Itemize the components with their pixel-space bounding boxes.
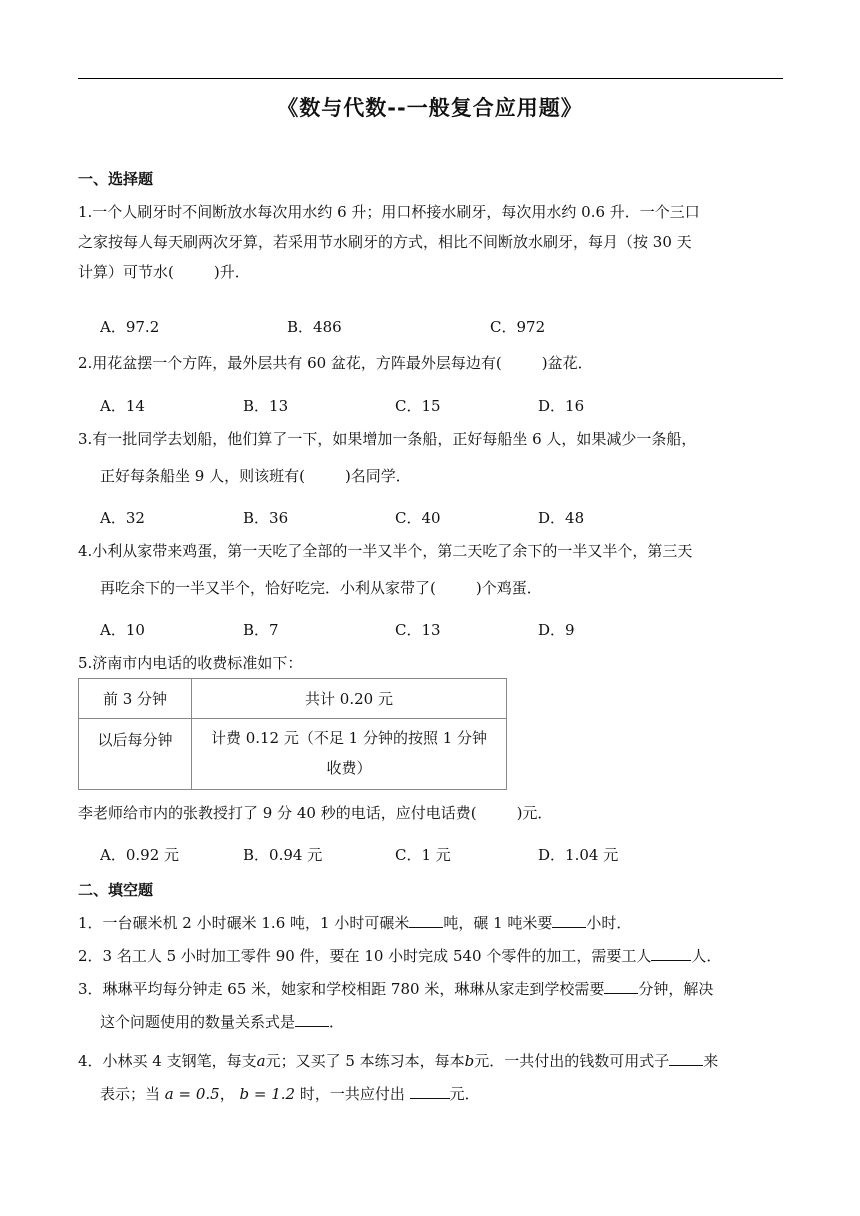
- answer-blank[interactable]: [604, 979, 638, 994]
- q4-option-a[interactable]: A．10: [100, 621, 145, 639]
- q5-line1: 5.济南市内电话的收费标准如下：: [78, 654, 303, 672]
- q2-option-b[interactable]: B．13: [243, 397, 289, 415]
- table-cell: 计费 0.12 元（不足 1 分钟的按照 1 分钟 收费）: [192, 719, 507, 790]
- equation: a = 0.5: [164, 1085, 220, 1103]
- q3-option-b[interactable]: B．36: [243, 509, 289, 527]
- q1-line1: 1.一个人刷牙时不间断放水每次用水约 6 升；用口杯接水刷牙，每次用水约 0.6 升．一个三口: [78, 203, 700, 221]
- fee-table: [78, 678, 507, 790]
- fill-2: 2．3 名工人 5 小时加工零件 90 件，要在 10 小时完成 540 个零件的加工，需要工人 人．: [78, 947, 722, 965]
- fill-4: 4．小林买 4 支钢笔，每支a元；又买了 5 本练习本，每本b元．一共付出的钱数可用式子 来 表示；当 a = 0.5， b = 1.2 时，一共应付出 元．: [78, 1052, 719, 1103]
- answer-blank[interactable]: [409, 913, 443, 928]
- equation: b = 1.2: [239, 1085, 296, 1103]
- q3-option-d[interactable]: D．48: [538, 509, 585, 527]
- fill-1: 1．一台碾米机 2 小时碾米 1.6 吨，1 小时可碾米 吨，碾 1 吨米要 小时．: [78, 914, 632, 932]
- q3-option-c[interactable]: C．40: [395, 509, 441, 527]
- q3-line1: 3.有一批同学去划船，他们算了一下，如果增加一条船，正好每船坐 6 人，如果减少一条船，: [78, 430, 697, 448]
- fill-3: 3．琳琳平均每分钟走 65 米，她家和学校相距 780 米，琳琳从家走到学校需要 分钟，解决 这个问题使用的数量关系式是 ．: [78, 980, 714, 1031]
- question-2: 2.用花盆摆一个方阵，最外层共有 60 盆花，方阵最外层每边有( )盆花．: [78, 354, 593, 372]
- q2-option-a[interactable]: A．14: [100, 397, 145, 415]
- q1-line3: 计算）可节水( )升．: [78, 263, 250, 281]
- header-rule: [78, 78, 783, 79]
- answer-blank[interactable]: [410, 1084, 450, 1099]
- q4-option-b[interactable]: B．7: [243, 621, 279, 639]
- q1-option-b[interactable]: B．486: [287, 318, 342, 336]
- q5-option-d[interactable]: D．1.04 元: [538, 846, 619, 864]
- answer-blank[interactable]: [651, 946, 691, 961]
- answer-blank[interactable]: [552, 913, 586, 928]
- section-heading-fill: 二、填空题: [78, 881, 154, 899]
- q4-option-d[interactable]: D．9: [538, 621, 575, 639]
- q4-line1: 4.小利从家带来鸡蛋，第一天吃了全部的一半又半个，第二天吃了余下的一半又半个，第三天: [78, 542, 693, 560]
- q2-option-d[interactable]: D．16: [538, 397, 585, 415]
- question-3: 3.有一批同学去划船，他们算了一下，如果增加一条船，正好每船坐 6 人，如果减少一条船， 正好每条船坐 9 人，则该班有( )名同学．: [78, 424, 783, 491]
- table-cell: 以后每分钟: [79, 719, 192, 790]
- q1-option-a[interactable]: A．97.2: [100, 318, 160, 336]
- q2-option-c[interactable]: C．15: [395, 397, 441, 415]
- q1-option-c[interactable]: C．972: [490, 318, 546, 336]
- q5-option-b[interactable]: B．0.94 元: [243, 846, 323, 864]
- table-row: [79, 719, 507, 790]
- answer-blank[interactable]: [295, 1012, 329, 1027]
- q1-line2: 之家按每人每天刷两次牙算，若采用节水刷牙的方式，相比不间断放水刷牙，每月（按 30 天: [78, 233, 692, 251]
- question-4: 4.小利从家带来鸡蛋，第一天吃了全部的一半又半个，第二天吃了余下的一半又半个，第三天 再吃余下的一半又半个，恰好吃完．小利从家带了( )个鸡蛋．: [78, 536, 783, 603]
- table-row: [79, 679, 507, 719]
- q5-option-c[interactable]: C．1 元: [395, 846, 451, 864]
- section-heading-choice: 一、选择题: [78, 170, 154, 188]
- table-cell: 共计 0.20 元: [192, 679, 507, 719]
- table-cell: 前 3 分钟: [79, 679, 192, 719]
- q3-option-a[interactable]: A．32: [100, 509, 145, 527]
- q4-option-c[interactable]: C．13: [395, 621, 441, 639]
- q5-option-a[interactable]: A．0.92 元: [100, 846, 179, 864]
- q5-line2: 李老师给市内的张教授打了 9 分 40 秒的电话，应付电话费( )元．: [78, 804, 553, 822]
- answer-blank[interactable]: [669, 1051, 703, 1066]
- page-title: 《数与代数--一般复合应用题》: [277, 96, 583, 120]
- question-1: [78, 197, 783, 287]
